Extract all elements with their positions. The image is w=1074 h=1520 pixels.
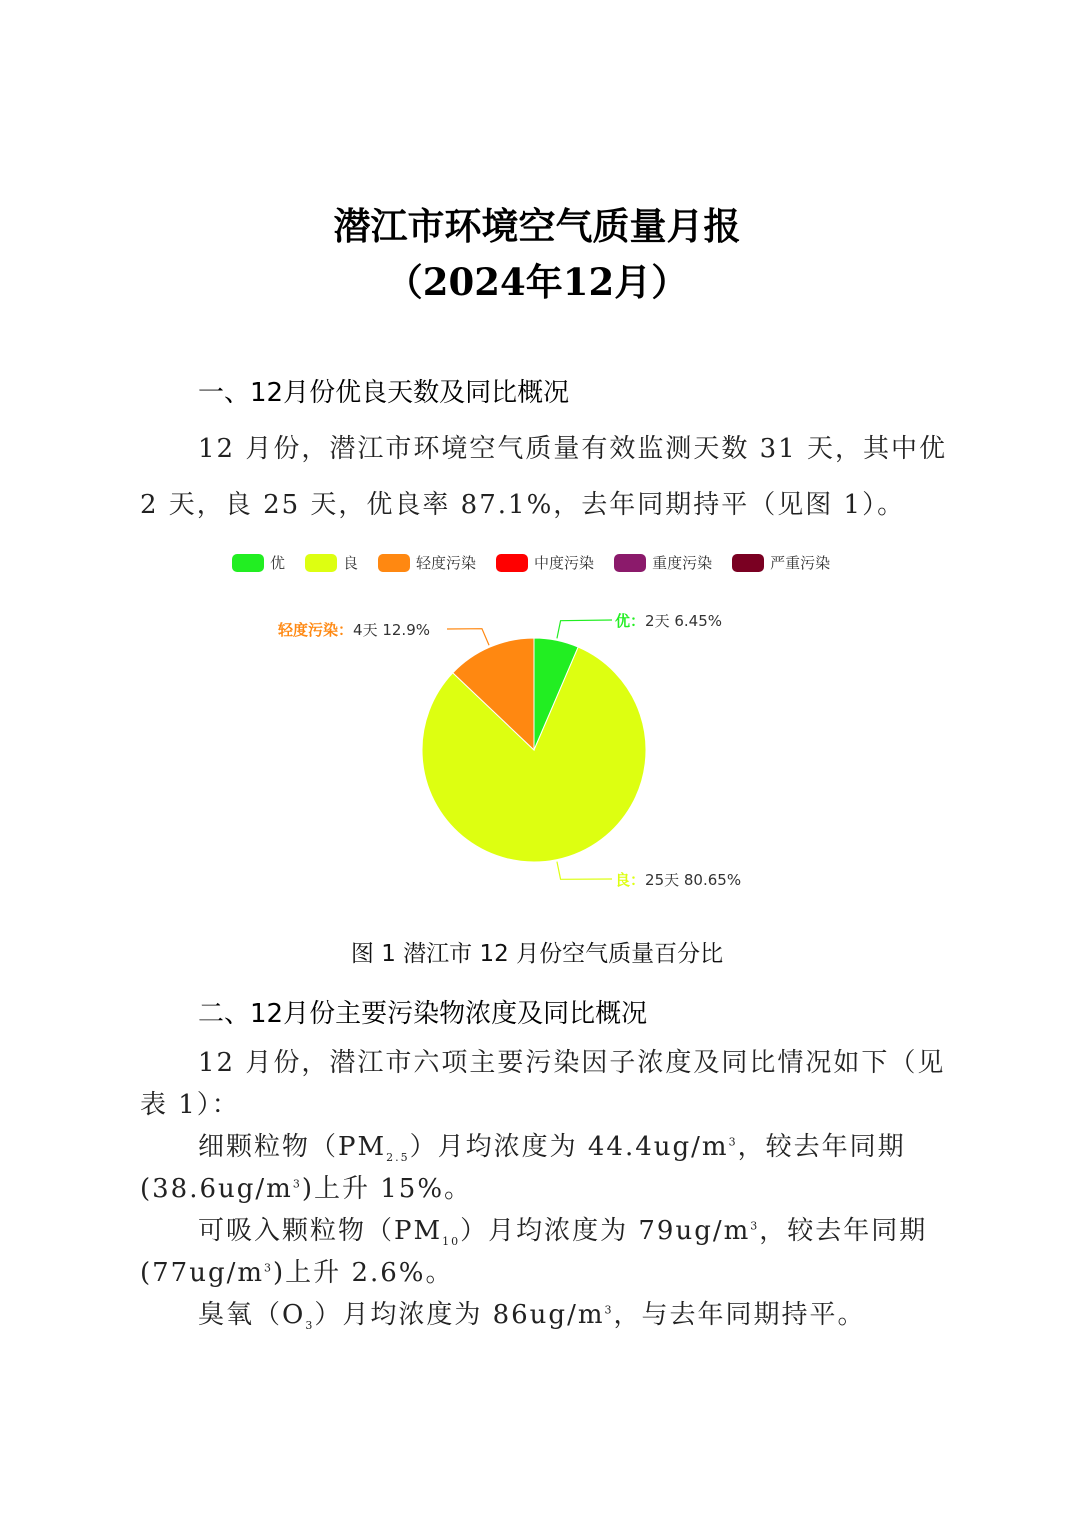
legend-label: 重度污染 [652,554,713,572]
pm25-line2-b: )上升 15%。 [301,1174,473,1204]
pm25-line2 [140,1168,472,1205]
legend-label: 中度污染 [534,554,595,572]
legend-swatch [232,554,264,572]
chart-legend [232,552,836,573]
page-subtitle: （2024年12月） [385,260,689,304]
pm25-text-c: ，较去年同期 [737,1132,906,1162]
legend-item [305,552,358,573]
pie-label-name: 优 [615,612,631,630]
legend-item [614,552,712,573]
legend-swatch [732,554,764,572]
pm10-text-a: 可吸入颗粒物（PM [198,1216,443,1246]
o3-text-c: ，与去年同期持平。 [613,1300,866,1330]
section1-paragraph-line2: 2 天，良 25 天，优良率 87.1%，去年同期持平（见图 1）。 [140,490,906,520]
legend-label: 轻度污染 [416,554,477,572]
pie-label-value: 4天 12.9% [353,621,430,639]
pm25-line2-superscript: 3 [292,1177,302,1191]
pie-label-you [615,610,722,631]
legend-label: 严重污染 [770,554,831,572]
pie-label-light-pollution [278,619,430,640]
legend-label: 良 [343,554,359,572]
pm25-text-b: ）月均浓度为 44.4ug/m [409,1132,729,1162]
pie-leader-line-2 [447,629,489,646]
legend-swatch [305,554,337,572]
o3-line [198,1294,866,1332]
pie-label-value: 2天 6.45% [645,612,722,630]
section2-intro-line2: 表 1）： [140,1090,240,1120]
legend-label: 优 [270,554,286,572]
o3-text-b: ）月均浓度为 86ug/m [314,1300,605,1330]
o3-superscript: 3 [604,1303,614,1317]
section1-paragraph-line1: 12 月份，潜江市环境空气质量有效监测天数 31 天，其中优 [198,434,947,464]
section2-intro-line1: 12 月份，潜江市六项主要污染因子浓度及同比情况如下（见 [198,1048,946,1078]
legend-item [732,552,830,573]
pie-label-name: 良 [615,871,631,889]
legend-swatch [496,554,528,572]
pm25-line2-a: (38.6ug/m [140,1174,293,1204]
pm25-line1 [198,1126,906,1164]
pm10-line2-superscript: 3 [264,1261,274,1275]
pie-label-sep: ： [630,871,646,889]
pie-label-name: 轻度污染 [278,621,339,639]
legend-swatch [614,554,646,572]
pie-leader-line-0 [557,620,612,638]
pm10-text-b: ）月均浓度为 79ug/m [460,1216,751,1246]
pm10-subscript: 10 [442,1235,461,1249]
pm25-subscript: 2.5 [386,1151,410,1165]
pie-chart [0,590,1074,910]
pm10-line2-b: )上升 2.6%。 [273,1258,454,1288]
figure-caption: 图 1 潜江市 12 月份空气质量百分比 [350,941,724,967]
legend-swatch [378,554,410,572]
o3-text-a: 臭氧（O [198,1300,306,1330]
section1-heading: 一、12月份优良天数及同比概况 [198,378,570,408]
pm10-line2-a: (77ug/m [140,1258,265,1288]
o3-subscript: 3 [305,1319,315,1333]
pm10-line1 [198,1210,927,1248]
page-title: 潜江市环境空气质量月报 [333,204,741,248]
pie-label-liang [615,869,741,890]
pm10-text-c: ，较去年同期 [759,1216,928,1246]
pm10-superscript: 3 [750,1219,760,1233]
legend-item [496,552,594,573]
legend-item [232,552,285,573]
pm25-text-a: 细颗粒物（PM [198,1132,387,1162]
pm25-superscript: 3 [728,1135,738,1149]
section2-heading: 二、12月份主要污染物浓度及同比概况 [198,999,648,1029]
pie-label-sep: ： [338,621,354,639]
pm10-line2 [140,1252,454,1289]
pie-label-value: 25天 80.65% [645,871,742,889]
pie-leader-line-1 [557,862,612,880]
pie-label-sep: ： [630,612,646,630]
legend-item [378,552,476,573]
